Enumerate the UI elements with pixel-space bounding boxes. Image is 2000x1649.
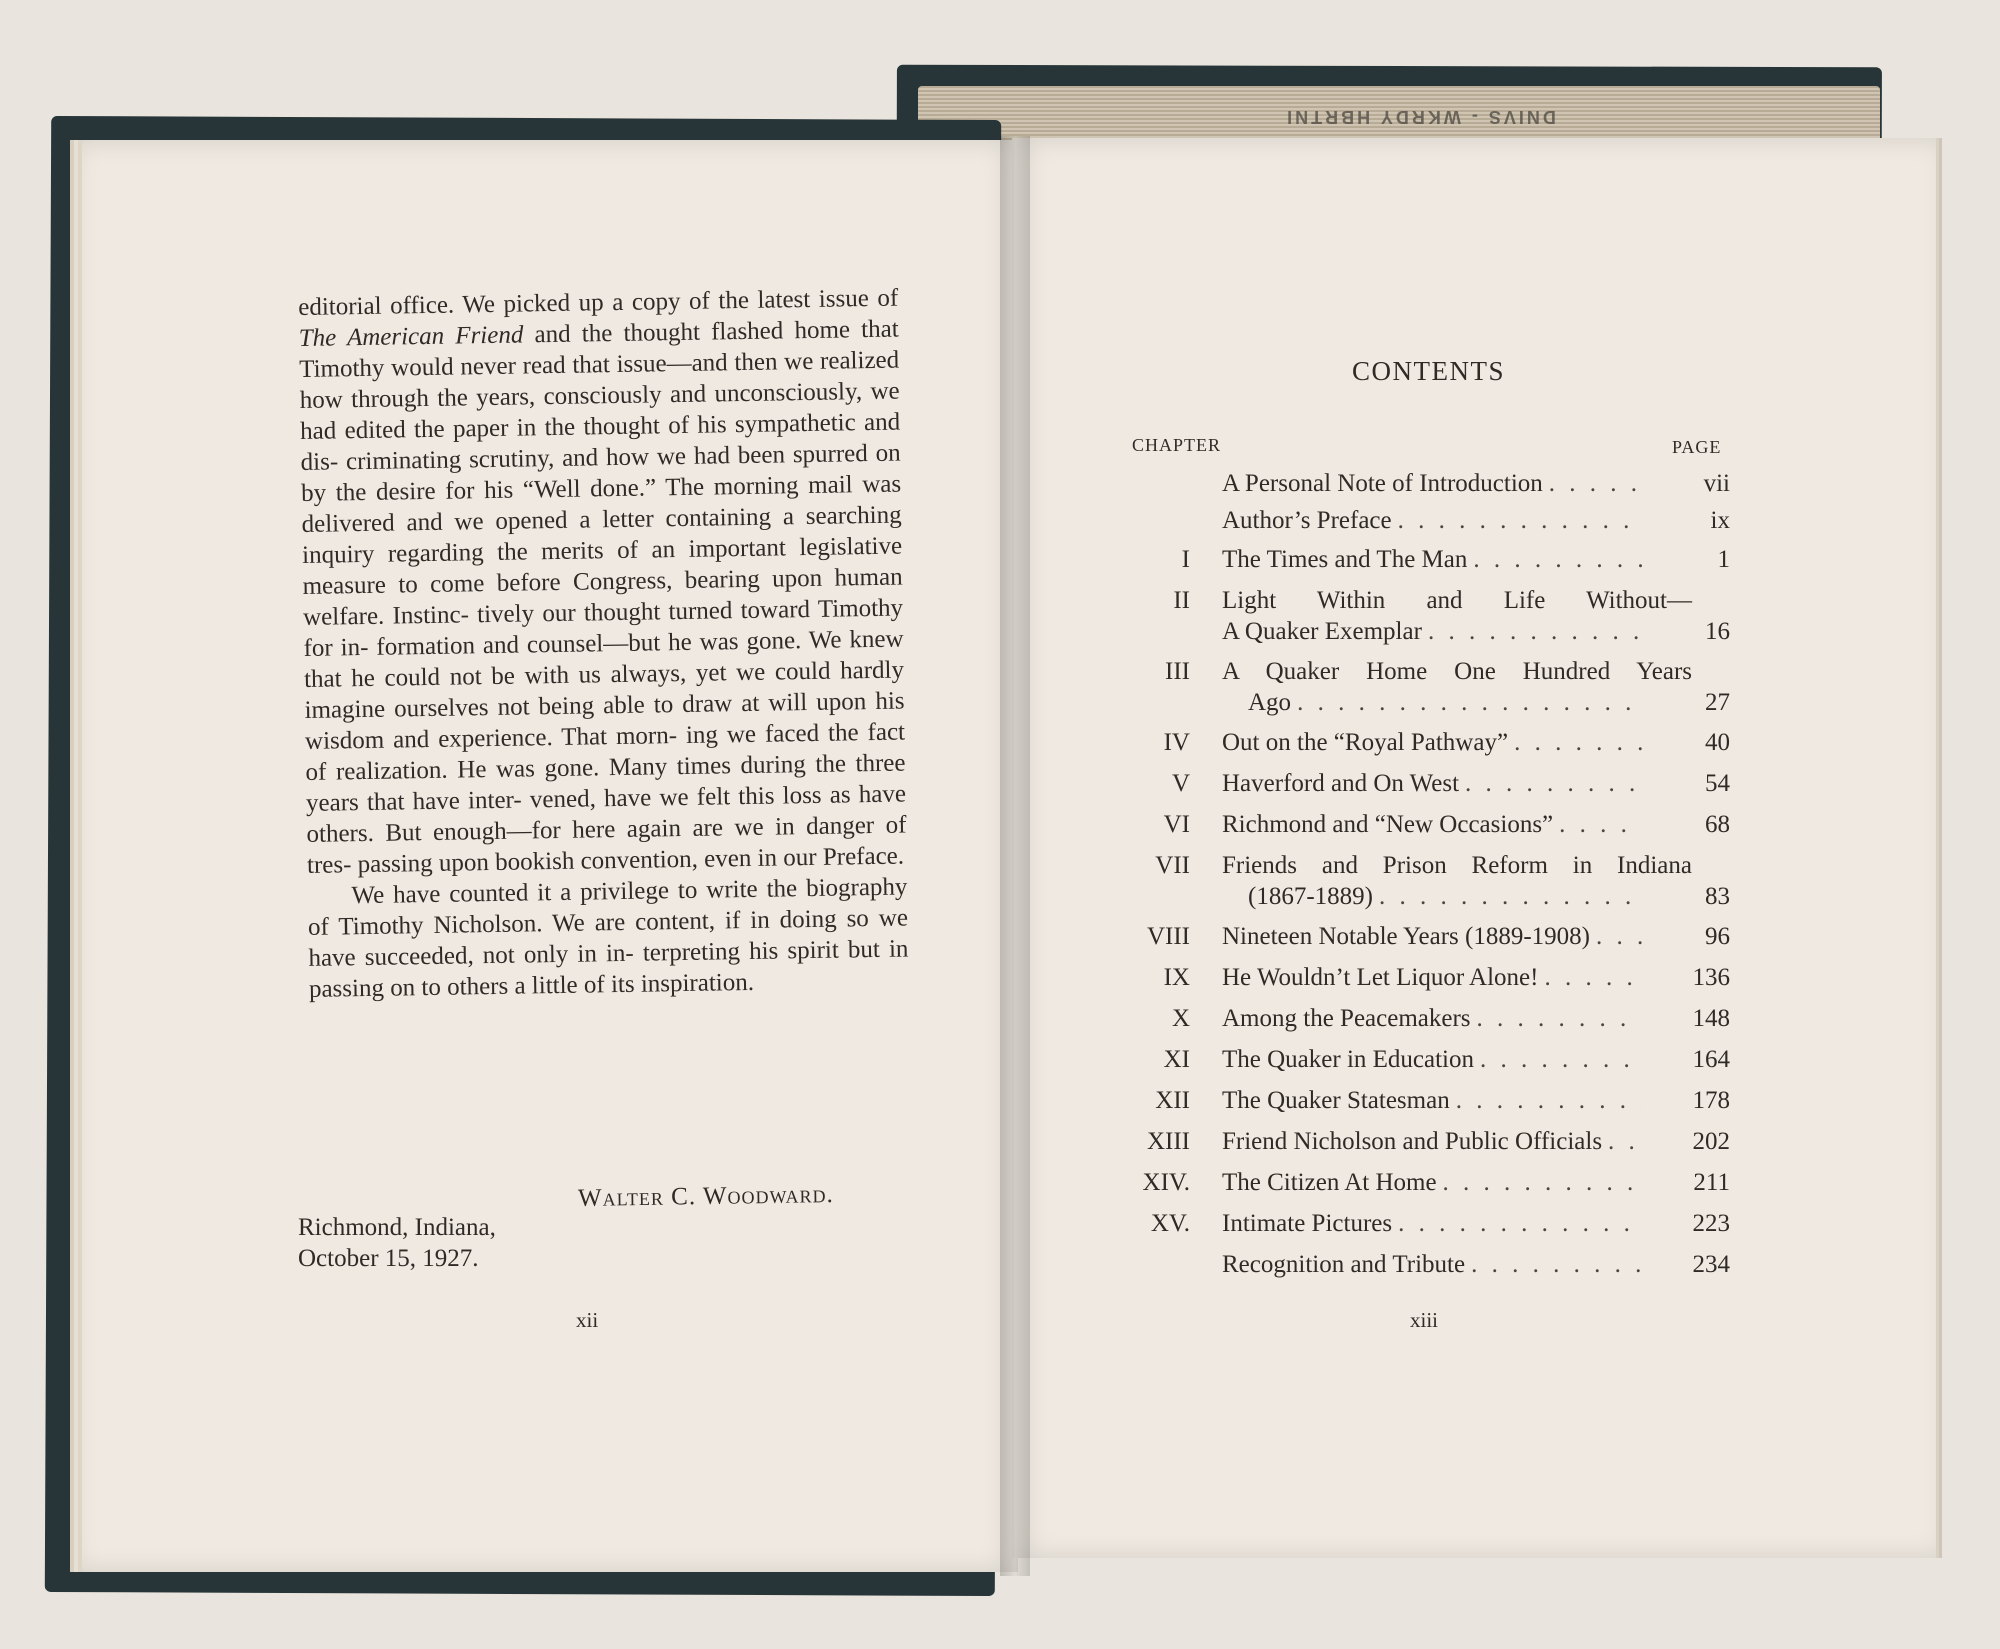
toc-page-number: 16 xyxy=(1705,618,1730,645)
toc-chapter-number: XII xyxy=(1155,1087,1190,1114)
page-number-left: xii xyxy=(576,1308,599,1332)
toc-dot-leader xyxy=(1608,1126,1642,1157)
toc-title-line: Light Within and Life Without— xyxy=(1222,587,1692,614)
toc-dot-leader xyxy=(1398,505,1642,536)
toc-chapter-number: VII xyxy=(1155,852,1190,879)
toc-page-number: 27 xyxy=(1705,689,1730,716)
toc-dot-leader xyxy=(1544,962,1642,993)
toc-page-number: 68 xyxy=(1705,811,1730,838)
toc-page-number: 164 xyxy=(1692,1046,1730,1073)
preface-line: consciously and unconsciously, we had edited the xyxy=(299,377,900,445)
spine-stamp: DNIVS - WKRDY HBRTNI xyxy=(1284,107,1556,127)
preface-line: formation and counsel—but he was gone. We knew xyxy=(376,625,904,661)
preface-line: issue—and then we realized how through the years, xyxy=(299,346,900,414)
preface-line: will upon his wisdom and experience. That morn- xyxy=(304,687,905,755)
place-and-date xyxy=(298,1212,496,1274)
toc-chapter-number: III xyxy=(1165,658,1190,685)
book-gutter xyxy=(1000,136,1030,1576)
toc-chapter-number: XV. xyxy=(1150,1210,1190,1237)
toc-dot-leader xyxy=(1473,544,1642,575)
toc-page-number: 40 xyxy=(1705,729,1730,756)
toc-page-number: 148 xyxy=(1692,1005,1730,1032)
toc-title-line: Friends and Prison Reform in Indiana xyxy=(1222,852,1692,879)
toc-title: The Quaker Statesman . . . xyxy=(1222,1085,1642,1116)
toc-page-number: 202 xyxy=(1692,1128,1730,1155)
preface-line: tively our thought turned toward Timothy for in- xyxy=(303,594,904,662)
toc-title: The Quaker in Education . . . xyxy=(1222,1044,1642,1075)
toc-dot-leader xyxy=(1428,616,1642,647)
toc-title: Richmond and “New Occasions” . . . xyxy=(1222,809,1642,840)
toc-title: (1867-1889) . . . xyxy=(1248,881,1642,912)
toc-dot-leader xyxy=(1471,1249,1642,1280)
toc-dot-leader xyxy=(1379,881,1642,912)
preface-line: We have counted it a privilege to write the xyxy=(351,875,798,910)
preface-line: morning mail was delivered and we opened a letter xyxy=(301,470,902,538)
toc-dot-leader xyxy=(1549,468,1642,499)
toc-page-number: ix xyxy=(1710,507,1730,534)
right-page xyxy=(1012,138,1936,1558)
preface-line: of an important legislative measure to come before xyxy=(302,532,903,600)
toc-chapter-number: II xyxy=(1173,587,1190,614)
toc-dot-leader xyxy=(1477,1003,1642,1034)
toc-chapter-number: X xyxy=(1171,1005,1190,1032)
preface-line: little of its inspiration. xyxy=(531,968,755,1000)
author-signature: Walter C. Woodward. xyxy=(577,1180,834,1213)
toc-page-number: 54 xyxy=(1705,770,1730,797)
preface-text xyxy=(298,283,909,1005)
toc-dot-leader xyxy=(1465,768,1642,799)
contents-heading: CONTENTS xyxy=(1352,356,1505,386)
toc-dot-leader xyxy=(1559,809,1642,840)
toc-title: A Personal Note of Introduction . . . xyxy=(1222,468,1642,499)
toc-title: Among the Peacemakers . . . xyxy=(1222,1003,1642,1034)
toc-page-number: 83 xyxy=(1705,883,1730,910)
date-line: October 15, 1927. xyxy=(298,1245,479,1272)
toc-dot-leader xyxy=(1514,727,1642,758)
toc-title: Out on the “Royal Pathway” . . . xyxy=(1222,727,1642,758)
preface-line: vened, have we felt this loss as have others. But xyxy=(306,780,907,848)
toc-chapter-number: XIII xyxy=(1146,1128,1190,1155)
toc-title-line: A Quaker Home One Hundred Years xyxy=(1222,658,1692,685)
toc-chapter-number: VI xyxy=(1163,811,1190,838)
toc-dot-leader xyxy=(1456,1085,1642,1116)
toc-chapter-number: V xyxy=(1171,770,1190,797)
toc-chapter-number: XIV. xyxy=(1142,1169,1190,1196)
preface-line: terpreting his spirit but in passing on to others a xyxy=(308,935,909,1003)
preface-line: biography of Timothy Nicholson. We are content, xyxy=(307,873,908,941)
preface-line: criminating scrutiny, and how we had been xyxy=(345,441,786,476)
toc-title: Nineteen Notable Years (1889-1908) . . . xyxy=(1222,921,1642,952)
preface-line: hardly imagine ourselves not being able to draw at xyxy=(304,656,905,724)
toc-title: He Wouldn’t Let Liquor Alone! . . . xyxy=(1222,962,1642,993)
preface-line: ing we faced the fact of realization. He was gone. xyxy=(305,718,906,786)
preface-line: that he could not be with us always, yet we could xyxy=(303,657,831,693)
preface-line: if in doing so we have succeeded, not only in in- xyxy=(308,904,909,972)
preface-line: paper in the thought of his sympathetic and dis- xyxy=(300,408,901,476)
toc-page-number: vii xyxy=(1703,470,1730,497)
toc-title: The Citizen At Home . . . xyxy=(1222,1167,1642,1198)
toc-dot-leader xyxy=(1297,687,1642,718)
toc-title: A Quaker Exemplar . . . xyxy=(1222,616,1642,647)
toc-title: Intimate Pictures . . . xyxy=(1222,1208,1642,1239)
toc-title: Haverford and On West . . . xyxy=(1222,768,1642,799)
page-number-right: xiii xyxy=(1410,1308,1439,1332)
chapter-column-label: CHAPTER xyxy=(1132,435,1222,455)
preface-line: issue of The American Friend and the thought xyxy=(298,284,899,352)
preface-line: flashed home that Timothy would never read that xyxy=(299,315,899,383)
toc-dot-leader xyxy=(1480,1044,1642,1075)
toc-page-number: 223 xyxy=(1692,1210,1730,1237)
toc-chapter-number: VIII xyxy=(1146,923,1190,950)
toc-page-number: 211 xyxy=(1693,1169,1730,1196)
toc-chapter-number: IV xyxy=(1163,729,1190,756)
preface-paragraph-2 xyxy=(307,872,909,1005)
toc-page-number: 178 xyxy=(1692,1087,1730,1114)
preface-line: enough—for here again are we in danger of tres- xyxy=(306,811,907,879)
toc-chapter-number: IX xyxy=(1163,964,1190,991)
toc-page-number: 234 xyxy=(1692,1251,1730,1278)
toc-dot-leader xyxy=(1398,1208,1642,1239)
preface-line: Preface. xyxy=(822,842,905,871)
toc-title: Friend Nicholson and Public Officials . . . xyxy=(1222,1126,1642,1157)
preface-line: passing upon bookish convention, even in our xyxy=(357,843,817,879)
preface-line: containing a searching inquiry regarding the merits xyxy=(301,501,902,569)
preface-line: Congress, bearing upon human welfare. Instinc- xyxy=(302,563,903,631)
toc-title: Recognition and Tribute . . . xyxy=(1222,1249,1642,1280)
place-line: Richmond, Indiana, xyxy=(298,1214,496,1241)
toc-page-number: 96 xyxy=(1705,923,1730,950)
preface-paragraph-1 xyxy=(298,283,907,881)
toc-chapter-number: I xyxy=(1181,546,1190,573)
page-column-label: PAGE xyxy=(1672,437,1722,457)
toc-dot-leader xyxy=(1443,1167,1642,1198)
preface-line: editorial office. We picked up a copy of the latest xyxy=(298,285,811,321)
toc-title: Author’s Preface . . . xyxy=(1222,505,1642,536)
preface-line: spurred on by the desire for his “Well done.” The xyxy=(300,439,901,507)
toc-title: Ago . . . xyxy=(1248,687,1642,718)
toc-title: The Times and The Man . . . xyxy=(1222,544,1642,575)
toc-chapter-number: XI xyxy=(1163,1046,1190,1073)
toc-dot-leader xyxy=(1596,921,1642,952)
toc-page-number: 1 xyxy=(1717,546,1730,573)
preface-line: Many times during the three years that have inter- xyxy=(305,749,906,817)
toc-page-number: 136 xyxy=(1692,964,1730,991)
